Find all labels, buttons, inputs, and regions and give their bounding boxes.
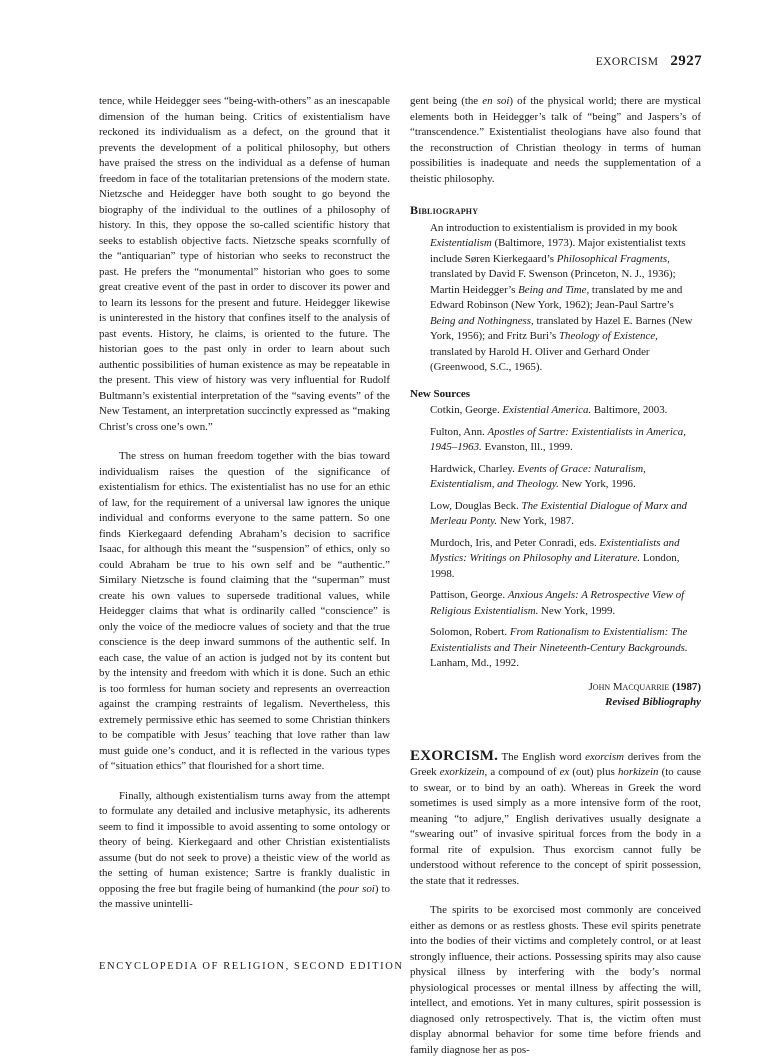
author-year: (1987) [671, 680, 701, 693]
bibliography-text: An introduction to existentialism is provided in my book Existentialism (Baltimore, 1973). Major existentialist texts include Søren Kierkegaard’s Philosophical Fragments, translated by David F. Swenson (Princeton, N. J., 1936); Martin Heidegger’s Being and Time, translated by me and Edward Robinson (New York, 1962); Jean-Paul Sartre’s Being and Nothingness, translated by Hazel E. Barnes (New York, 1956); and Fritz Buri’s Theology of Existence, translated by Harold H. Oliver and Gerhard Onder (Greenwood, S.C., 1965). [430, 221, 693, 373]
source-entry: Pattison, George. Anxious Angels: A Retrospective View of Religious Existentialism. New York, 1999. [430, 589, 685, 617]
author-signature [410, 680, 701, 711]
bibliography-heading: Bibliography [410, 203, 479, 217]
paragraph-ontology: Finally, although existentialism turns away from the attempt to formulate any detailed and inclusive metaphysic, its adherents seem to find it impossible to avoid assenting to some ontology or theory of being. Kierkegaard and other Christian existentialists assume (but do not seek to prove) a theistic view of the world as the setting of human existence; Sartre is frankly dualistic in opposing the free but fragile being of humankind (the pour soi) to the massive unintelli- [99, 789, 390, 910]
source-entry: Low, Douglas Beck. The Existential Dialogue of Marx and Merleau Ponty. New York, 1987. [430, 499, 688, 527]
right-column [410, 94, 701, 1058]
author-name: John Macquarrie [588, 680, 670, 693]
source-entry: Cotkin, George. Existential America. Baltimore, 2003. [430, 404, 668, 416]
page-footer: ENCYCLOPEDIA OF RELIGION, SECOND EDITION [99, 961, 404, 972]
new-sources-heading: New Sources [410, 387, 470, 400]
source-entry: Solomon, Robert. From Rationalism to Existentialism: The Existentialists and Their Nineteenth-Century Backgrounds. Lanham, Md., 1992. [430, 626, 688, 669]
running-header [596, 53, 702, 70]
paragraph-spirits: The spirits to be exorcised most commonly are conceived either as demons or as restless ghosts. These evil spirits penetrate into the bodies of their victims and completely control, or at least strongly influence, their actions. Possessing spirits may also cause physical illness by interfering with the body’s normal physiological processes or mental illness by affecting the will, intellect, and emotions. Yet in many cultures, spirit possession is diagnosed only retrospectively. That is, the victim often must display abnormal behavior for some time before friends and family diagnose her as pos- [410, 904, 701, 1056]
entry-exorcism-intro: EXORCISM. The English word exorcism derives from the Greek exorkizein, a compound of ex (out) plus horkizein (to cause to swear, or to bind by an oath). Whereas in Greek the word sometimes is used simply as a more intensive form of the root, meaning “to adjure,” English derivatives usually designate a “swearing out” of invasive spiritual forces from the body in a formal rite of expulsion. Thus exorcism cannot fully be understood without reference to the concept of spirit possession, the state that it redresses. [410, 747, 702, 887]
paragraph-ethics: The stress on human freedom together with the bias toward individualism raises the question of the significance of existentialism for ethics. The existentialist has no use for an ethic of law, for the requirement of a universal law ignores the unique individual and conforms everyone to the same pattern. So one finds Kierkegaard defending Abraham’s decision to sacrifice Isaac, for although this meant the “suspension” of ethics, only so could Abraham be true to his own self and be “authentic.” Similary Nietzsche is found claiming that the “superman” must create his own values to supersede traditional values, while Heidegger claims that what is ordinarily called “conscience” is only the voice of the mediocre values of society and that the true conscience is the deep inward summons of the authentic self. In each case, the value of an action is judged not by its content but by the intensity and freedom with which it is done. Such an ethic is too formless for human society and represents an overreaction against the cramping restraints of legalism. Nevertheless, this extremely permissive ethic has seemed to some Christian thinkers to be compatible with Jesus’ teaching that love rather than law must guide one’s conduct, and it is reflected in the various types of “situation ethics” that flourished for a short time. [99, 450, 390, 772]
left-column [99, 94, 390, 913]
paragraph-history: tence, while Heidegger sees “being-with-others” as an inescapable dimension of the human being. Critics of existentialism have reckoned its individualism as a defect, on the ground that it prevents the development of a political philosophy, but others have praised the stress on the individual as a defense of human freedom in face of the totalitarian pretensions of the modern state. Nietzsche and Heidegger have both sought to go beyond the biography of the individual to the outlines of a philosophy of history. In this, they oppose the so-called scientific history that seeks to establish objective facts. Nietzsche speaks scornfully of the “antiquarian” type of historian who seeks to reconstruct the past. He prefers the “monumental” historian who goes to some great creative event of the past in order to discover its power and to learn its lessons for the present and future. Heidegger likewise is uninterested in the history that confines itself to the analysis of past events. History, he claims, is oriented to the future. The historian goes to the past only in order to learn about such authentic possibilities of human existence as may be repeatable in the present. This view of history was very influential for Rudolf Bultmann’s existential interpretation of the “saving events” of the New Testament, an interpretation succinctly expressed as “making Christ’s cross one’s own.” [99, 95, 390, 433]
running-title: EXORCISM [595, 56, 659, 68]
source-entry: Hardwick, Charley. Events of Grace: Naturalism, Existentialism, and Theology. New York, 1996. [430, 462, 646, 490]
revised-bibliography-note: Revised Bibliography [605, 696, 701, 708]
paragraph-continuation: gent being (the en soi) of the physical world; there are mystical elements both in Heidegger’s talk of “being” and Jaspers’s of “transcendence.” Existentialist theologians have also found that the reconstruction of Christian theology in terms of human possibilities is inadequate and needs the supplementation of a theistic philosophy. [410, 95, 702, 185]
page-number: 2927 [670, 53, 702, 69]
entry-title: EXORCISM. [410, 747, 499, 764]
source-entry: Fulton, Ann. Apostles of Sartre: Existentialists in America, 1945–1963. Evanston, Ill., 1999. [430, 425, 686, 453]
source-entry: Murdoch, Iris, and Peter Conradi, eds. Existentialists and Mystics: Writings on Philosophy and Literature. London, 1998. [430, 536, 680, 580]
